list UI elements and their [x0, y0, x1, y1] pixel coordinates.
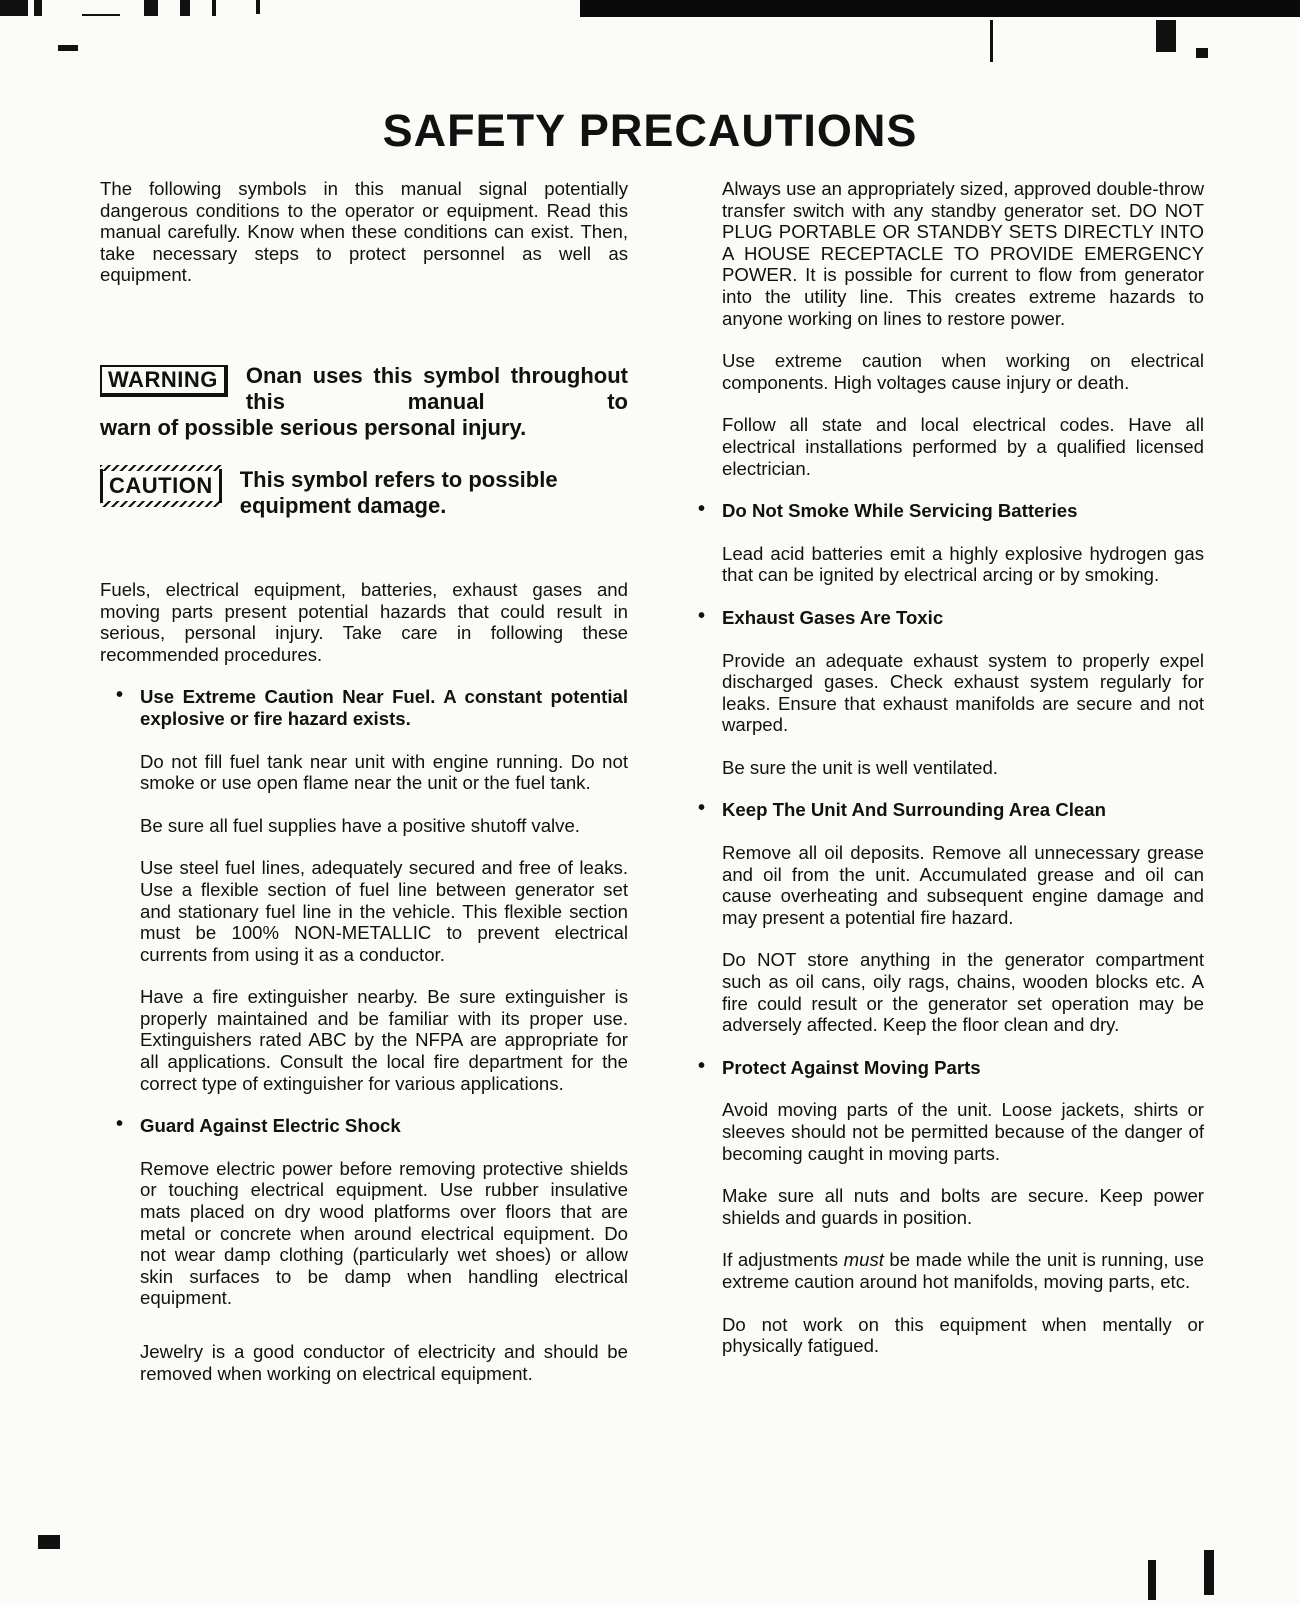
fuel-section — [100, 686, 628, 1094]
scan-mark — [1156, 20, 1176, 52]
scan-mark — [144, 0, 158, 16]
exhaust-heading: • Exhaust Gases Are Toxic — [722, 607, 1204, 629]
smoke-paragraph: Lead acid batteries emit a highly explosive hydrogen gas that can be ignited by electrical arcing or by smoking. — [722, 542, 1204, 586]
must-emphasis: must — [843, 1249, 884, 1271]
left-column — [100, 178, 628, 1405]
right-column — [722, 178, 1204, 1378]
transfer-switch-paragraph: Always use an appropriately sized, approved double-throw transfer switch with any standby generator set. DO NOT PLUG PORTABLE OR STANDBY SETS DIRECTLY INTO A HOUSE RECEPTACLE TO PROVIDE EMERGENCY POWER. It is possible for current to flow from generator into the utility line. This creates extreme hazards to anyone working on lines to restore power. — [722, 178, 1204, 329]
adjustments-text-post: be made while the unit is running, use extreme caution around hot manifolds, moving parts, etc. — [722, 1249, 1204, 1292]
clean-paragraph: Do NOT store anything in the generator compartment such as oil cans, oily rags, chains, wooden blocks etc. A fire could result or the generator set operation may be adversely affected. Keep the floor clean and dry. — [722, 949, 1204, 1036]
moving-parts-heading: • Protect Against Moving Parts — [722, 1057, 1204, 1079]
warning-symbol-row — [100, 363, 628, 415]
adjustments-text-pre: If adjustments — [722, 1249, 844, 1271]
clean-heading: • Keep The Unit And Surrounding Area Clean — [722, 799, 1204, 821]
hazards-intro: Fuels, electrical equipment, batteries, exhaust gases and moving parts present potential hazards that could result in serious, personal injury. Take care in following these recommended procedures. — [100, 578, 628, 665]
scan-mark — [1148, 1560, 1156, 1600]
caution-label: CAUTION — [100, 469, 222, 503]
moving-parts-paragraph: Make sure all nuts and bolts are secure. Keep power shields and guards in position. — [722, 1185, 1204, 1228]
warning-label: WARNING — [100, 365, 228, 397]
clean-paragraph: Remove all oil deposits. Remove all unnecessary grease and oil from the unit. Accumulated grease and oil can cause overheating and subsequent engine damage and may present a potential fire hazard. — [722, 842, 1204, 928]
fuel-paragraph: Use steel fuel lines, adequately secured and free of leaks. Use a flexible section of fuel line between generator set and stationary fuel line in the vehicle. This flexible section must be 100% NON-METALLIC to prevent electrical currents from using it as a conductor. — [140, 857, 628, 965]
shock-section — [100, 1115, 628, 1384]
caution-symbol-row — [100, 467, 628, 519]
scan-mark — [990, 20, 993, 62]
shock-heading: • Guard Against Electric Shock — [140, 1115, 628, 1137]
electrical-codes-paragraph: Follow all state and local electrical codes. Have all electrical installations performed by a qualified licensed electrician. — [722, 414, 1204, 479]
scan-mark — [0, 0, 28, 16]
moving-parts-paragraph: Do not work on this equipment when mentally or physically fatigued. — [722, 1313, 1204, 1357]
caution-text: This symbol refers to possible equipment damage. — [239, 466, 558, 518]
warning-text-b: warn of possible serious personal injury. — [100, 414, 527, 440]
shock-paragraph: Jewelry is a good conductor of electricity and should be removed when working on electrical equipment. — [140, 1341, 628, 1384]
scan-mark — [180, 0, 190, 16]
scan-top-bar — [580, 0, 1300, 17]
page-title: SAFETY PRECAUTIONS — [382, 105, 918, 156]
fuel-paragraph: Be sure all fuel supplies have a positive shutoff valve. — [140, 814, 580, 836]
scan-mark — [58, 45, 78, 51]
fuel-paragraph: Do not fill fuel tank near unit with engine running. Do not smoke or use open flame near the unit or the fuel tank. — [140, 750, 628, 794]
scan-mark — [256, 0, 260, 14]
scan-mark — [1204, 1550, 1214, 1595]
scan-mark — [82, 14, 120, 16]
scan-mark — [34, 0, 42, 16]
warning-text-a: Onan uses this symbol throughout this manual to — [245, 362, 628, 414]
symbols-intro: The following symbols in this manual signal potentially dangerous conditions to the operator or equipment. Read this manual carefully. Know when these conditions can exist. Then, take necessary steps to protect personnel as well as equipment. — [100, 178, 628, 286]
scan-mark — [38, 1535, 60, 1549]
shock-paragraph: Remove electric power before removing protective shields or touching electrical equipment. Use rubber insulative mats placed on dry wood platforms over floors that are metal or concrete when around electrical equipment. Do not wear damp clothing (particularly wet shoes) or allow skin surfaces to be damp when handling electrical equipment. — [140, 1157, 628, 1309]
scan-mark — [1196, 48, 1208, 58]
scan-mark — [212, 0, 216, 16]
moving-parts-paragraph — [722, 1249, 1204, 1292]
smoke-heading: • Do Not Smoke While Servicing Batteries — [722, 500, 1204, 522]
fuel-heading: • Use Extreme Caution Near Fuel. A constant potential explosive or fire hazard exists. — [140, 686, 628, 729]
fuel-paragraph: Have a fire extinguisher nearby. Be sure extinguisher is properly maintained and be familiar with its proper use. Extinguishers rated ABC by the NFPA are appropriate for all applications. Consult the local fire department for the correct type of extinguisher for various applications. — [140, 986, 628, 1094]
moving-parts-paragraph: Avoid moving parts of the unit. Loose jackets, shirts or sleeves should not be permitted because of the danger of becoming caught in moving parts. — [722, 1099, 1204, 1164]
exhaust-paragraph: Provide an adequate exhaust system to properly expel discharged gases. Check exhaust system regularly for leaks. Ensure that exhaust manifolds are secure and not warped. — [722, 649, 1204, 736]
exhaust-paragraph: Be sure the unit is well ventilated. — [722, 756, 998, 778]
electrical-caution-paragraph: Use extreme caution when working on electrical components. High voltages cause injury or death. — [722, 350, 1204, 393]
